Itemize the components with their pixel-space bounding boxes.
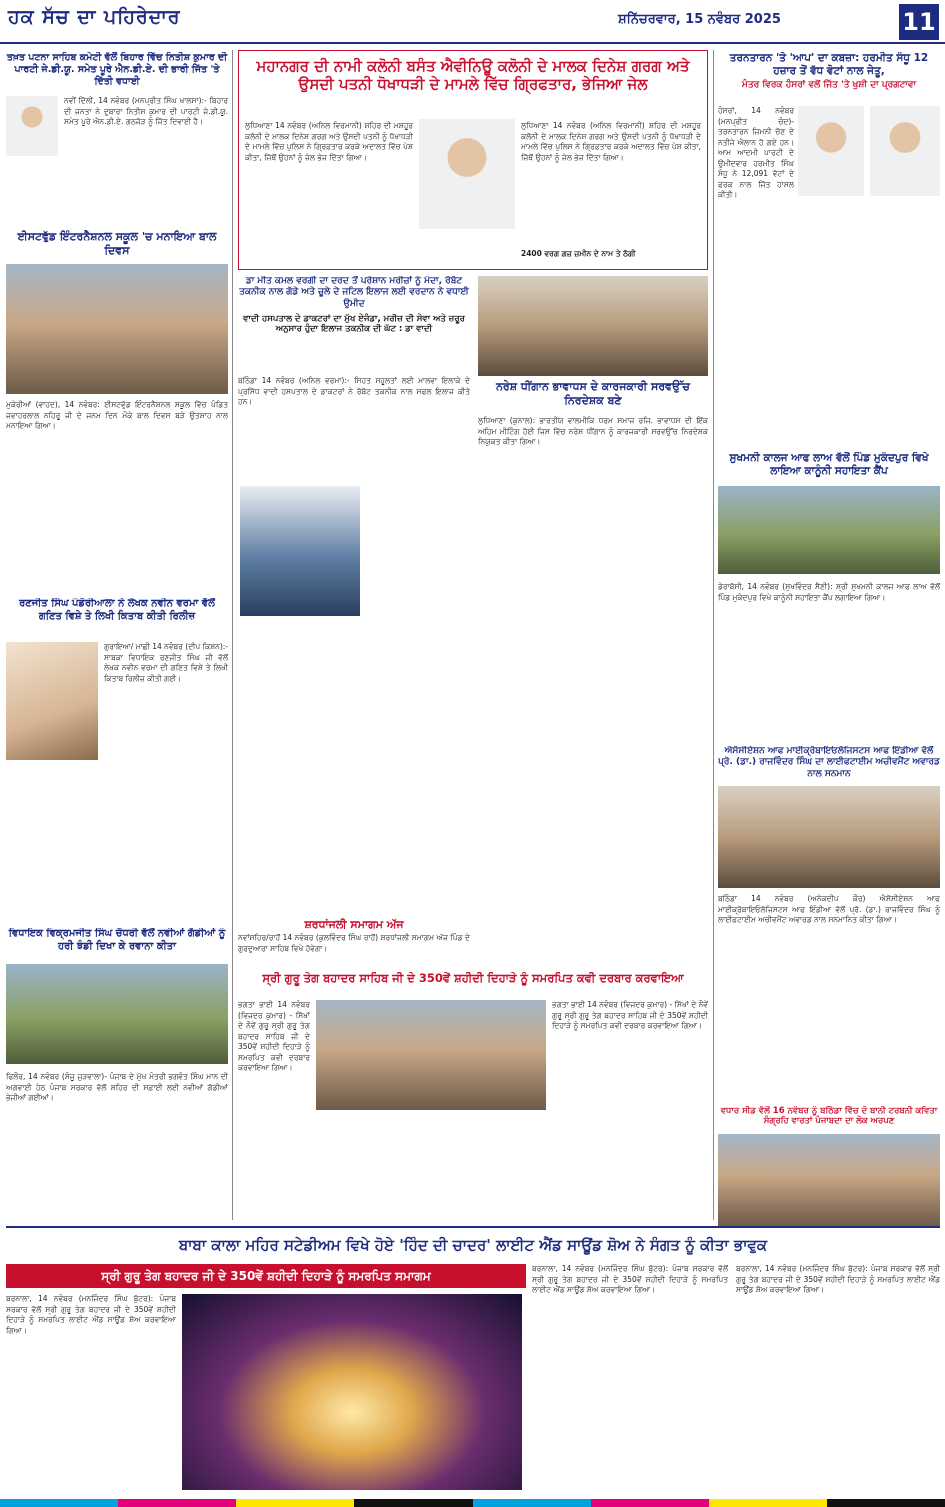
story-photo: [718, 1134, 940, 1226]
story-photo: [6, 964, 228, 1064]
story-left-bottom: [6, 928, 228, 1228]
story-body: ਫਿਲੌਰ, 14 ਨਵੰਬਰ (ਸੰਜੂ ਜੁੜਵਾਲਾ)- ਪੰਜਾਬ ਦੇ ਮੁੱਖ ਮੰਤਰੀ ਭਗਵੰਤ ਸਿੰਘ ਮਾਨ ਦੀ ਅਗਵਾਈ ਹੇਠ ਪੰਜਾਬ ਸਰਕਾਰ ਵੱਲੋਂ ਸ਼ਹਿਰ ਦੀ ਸਫ਼ਾਈ ਲਈ ਨਵੀਆਂ ਗੱਡੀਆਂ ਭੇਜੀਆਂ ਗਈਆਂ।: [6, 1072, 228, 1102]
story-subhead: ਵਾਦੀ ਹਸਪਤਾਲ ਦੇ ਡਾਕਟਰਾਂ ਦਾ ਮੁੱਖ ਏਜੰਡਾ, ਮਰੀਜ਼ ਦੀ ਸੇਵਾ ਅਤੇ ਜ਼ਰੂਰ ਅਨੁਸਾਰ ਹੁੰਦਾ ਇਲਾਜ ਤਕਨੀਕ ਦੀ ਘੱਟ : ਡਾ ਵਾਦੀ: [243, 313, 465, 335]
story-headline: ਨਰੇਸ਼ ਧੀਂਗਾਨ ਭਾਵਾਧਸ ਦੇ ਕਾਰਜਕਾਰੀ ਸਰਵਉੱਚ ਨਿਰਦੇਸ਼ਕ ਬਣੇ: [496, 380, 690, 407]
story-body: ਡੇਰਾਬੱਸੀ, 14 ਨਵੰਬਰ (ਸੁਖਵਿੰਦਰ ਸੈਣੀ): ਸ੍ਰੀ ਸੁਖਮਨੀ ਕਾਲਜ ਆਫ ਲਾਅ ਵੱਲੋਂ ਪਿੰਡ ਮੁਕੰਦਪੁਰ ਵਿਖੇ ਕਾਨੂੰਨੀ ਸਹਾਇਤਾ ਕੈਂਪ ਲਗਾਇਆ ਗਿਆ।: [718, 582, 940, 602]
masthead: [0, 0, 945, 44]
story-left-book: [6, 598, 228, 918]
story-right-mid: [718, 452, 940, 742]
section-banner: ਸ੍ਰੀ ਗੁਰੂ ਤੇਗ ਬਹਾਦਰ ਜੀ ਦੇ 350ਵੇਂ ਸ਼ਹੀਦੀ ਦਿਹਾੜੇ ਨੂੰ ਸਮਰਪਿਤ ਸਮਾਗਮ: [6, 1264, 526, 1288]
story-headline: ਡਾ ਮੀਤ ਕਮਲ ਵਰਗੀ ਦਾ ਦਰਦ ਤੋਂ ਪਰੇਸ਼ਾਨ ਮਰੀਜ਼ਾਂ ਨੂੰ ਮੰਦਾ, ਰੋਬੋਟ ਤਕਨੀਕ ਨਾਲ ਗੋਡੇ ਅਤੇ ਚੂਲੇ ਦੇ ਜਟਿਲ ਇਲਾਜ ਲਈ ਵਰਦਾਨ ਨੇ ਵਧਾਈ ਉਮੀਦ: [239, 276, 469, 309]
story-body: ਬਠਿੰਡਾ 14 ਨਵੰਬਰ (ਅਨਿਲ ਵਰਮਾ):- ਸਿਹਤ ਸਹੂਲਤਾਂ ਲਈ ਮਾਲਵਾ ਇਲਾਕੇ ਦੇ ਪ੍ਰਸਿੱਧ ਵਾਦੀ ਹਸਪਤਾਲ ਦੇ ਡਾਕਟਰਾਂ ਨੇ ਰੋਬੋਟ ਤਕਨੀਕ ਨਾਲ ਸਫਲ ਇਲਾਜ ਕੀਤੇ ਹਨ।: [238, 376, 470, 406]
section-divider: [6, 1226, 940, 1228]
story-body-continued: ਬਰਨਾਲਾ, 14 ਨਵੰਬਰ (ਮਨਜਿੰਦਰ ਸਿੰਘ ਬੁੱਟਰ): ਪੰਜਾਬ ਸਰਕਾਰ ਵੱਲੋਂ ਸ੍ਰੀ ਗੁਰੂ ਤੇਗ ਬਹਾਦਰ ਜੀ ਦੇ 350ਵੇਂ ਸ਼ਹੀਦੀ ਦਿਹਾੜੇ ਨੂੰ ਸਮਰਪਿਤ ਲਾਈਟ ਐਂਡ ਸਾਊਂਡ ਸ਼ੋਅ ਕਰਵਾਇਆ ਗਿਆ।: [736, 1264, 940, 1294]
story-photo: [316, 1000, 546, 1110]
story-subhead: ਮੰਤਰ ਵਿਰਕ ਹੰਸਰਾਂ ਵਲੋਂ ਜਿੱਤ 'ਤੇ ਖੁਸ਼ੀ ਦਾ ਪ੍ਰਗਟਾਵਾ: [741, 80, 917, 91]
story-headline: ਐਸੋਸੀਏਸ਼ਨ ਆਫ ਮਾਈਕ੍ਰੋਬਾਇਓਲੋਜਿਸਟਸ ਆਫ ਇੰਡੀਆ ਵੱਲੋਂ ਪ੍ਰੋ. (ਡਾ.) ਰਾਜਵਿੰਦਰ ਸਿੰਘ ਦਾ ਲਾਈਫਟਾਈਮ ਅਚੀਵਮੈਂਟ ਅਵਾਰਡ ਨਾਲ ਸਨਮਾਨ: [718, 746, 940, 779]
story-body: ਲੁਧਿਆਣਾ (ਕੁਨਾਲ): ਭਾਰਤੀਯ ਵਾਲਮੀਕਿ ਧਰਮ ਸਮਾਜ ਰਜਿ. ਭਾਵਾਧਸ ਦੀ ਇੱਕ ਅਹਿਮ ਮੀਟਿੰਗ ਹੋਈ ਜਿਸ ਵਿੱਚ ਨਰੇਸ਼ ਧੀਂਗਾਨ ਨੂੰ ਕਾਰਜਕਾਰੀ ਸਰਵਉੱਚ ਨਿਰਦੇਸ਼ਕ ਨਿਯੁਕਤ ਕੀਤਾ ਗਿਆ।: [478, 416, 708, 446]
story-headline: ਬਾਬਾ ਕਾਲਾ ਮਹਿਰ ਸਟੇਡੀਅਮ ਵਿਖੇ ਹੋਏ 'ਹਿੰਦ ਦੀ ਚਾਦਰ' ਲਾਈਟ ਐਂਡ ਸਾਊਂਡ ਸ਼ੋਅ ਨੇ ਸੰਗਤ ਨੂੰ ਕੀਤਾ ਭਾਵੁਕ: [178, 1236, 768, 1254]
story-photo: [478, 276, 708, 376]
story-photo: [240, 486, 360, 616]
story-body: ਬਠਿੰਡਾ 14 ਨਵੰਬਰ (ਅਨੇਕਦੀਪ ਕੌਰ) ਐਸੋਸੀਏਸ਼ਨ ਆਫ ਮਾਈਕ੍ਰੋਬਾਇਓਲੋਜਿਸਟਸ ਆਫ ਇੰਡੀਆ ਵੱਲੋਂ ਪ੍ਰੋ. (ਡਾ.) ਰਾਜਵਿੰਦਰ ਸਿੰਘ ਨੂੰ ਲਾਈਫਟਾਈਮ ਅਚੀਵਮੈਂਟ ਅਵਾਰਡ ਨਾਲ ਸਨਮਾਨਿਤ ਕੀਤਾ ਗਿਆ।: [718, 894, 940, 924]
story-body: ਨਵੀਂ ਦਿੱਲੀ, 14 ਨਵੰਬਰ (ਮਨਪ੍ਰੀਤ ਸਿੰਘ ਖਾਲਸਾ):- ਬਿਹਾਰ ਦੀ ਜਨਤਾ ਨੇ ਦੁਬਾਰਾ ਨਿਤੀਸ਼ ਕੁਮਾਰ ਦੀ ਪਾਰਟੀ ਜੇ.ਡੀ.ਯੂ. ਸਮੇਤ ਪੂਰੇ ਐਨ.ਡੀ.ਏ. ਗਠਜੋੜ ਨੂੰ ਜਿੱਤ ਦਿਵਾਈ ਹੈ।: [64, 96, 228, 126]
story-photo: [870, 106, 940, 196]
story-headline: ਤਖ਼ਤ ਪਟਨਾ ਸਾਹਿਬ ਕਮੇਟੀ ਵੱਲੋਂ ਬਿਹਾਰ ਵਿੱਚ ਨਿਤੀਸ਼ ਕੁਮਾਰ ਦੀ ਪਾਰਟੀ ਜੇ.ਡੀ.ਯੂ. ਸਮੇਤ ਪੂਰੇ ਐਨ.ਡੀ.ਏ. ਦੀ ਭਾਰੀ ਜਿੱਤ 'ਤੇ ਦਿੱਤੀ ਵਧਾਈ: [6, 52, 228, 87]
story-headline: ਈਸਟਵੁੱਡ ਇੰਟਰਨੈਸ਼ਨਲ ਸਕੂਲ 'ਚ ਮਨਾਇਆ ਬਾਲ ਦਿਵਸ: [17, 230, 217, 257]
story-footer: 2400 ਵਰਗ ਗਜ਼ ਜ਼ਮੀਨ ਦੇ ਨਾਮ ਤੇ ਠੱਗੀ: [521, 249, 636, 258]
newspaper-title: ਹਕ ਸੱਚ ਦਾ ਪਹਿਰੇਦਾਰ: [8, 6, 181, 28]
story-body: ਨਵਾਂਸ਼ਹਿਰ/ਰਾਹੋਂ 14 ਨਵੰਬਰ (ਕੁਲਵਿੰਦਰ ਸਿੰਘ ਰਾਹੋਂ) ਸ਼ਰਧਾਂਜਲੀ ਸਮਾਗਮ ਅੱਜ ਪਿੰਡ ਦੇ ਗੁਰਦੁਆਰਾ ਸਾਹਿਬ ਵਿਖੇ ਹੋਵੇਗਾ।: [238, 933, 470, 953]
story-right-bottom: [718, 1106, 940, 1226]
story-left-mid: [6, 230, 228, 590]
story-headline: ਰਣਜੀਤ ਸਿੰਘ ਪੰਡੋਰੀਆਲਾ ਨੇ ਲੇਖਕ ਨਵੀਨ ਵਰਮਾ ਵੱਲੋਂ ਗਣਿਤ ਵਿਸ਼ੇ ਤੇ ਲਿਖੀ ਕਿਤਾਬ ਕੀਤੀ ਰਿਲੀਜ਼: [19, 598, 215, 622]
story-body-continued: ਲੁਧਿਆਣਾ 14 ਨਵੰਬਰ (ਅਨਿਲ ਵਿਰਮਾਨੀ) ਸ਼ਹਿਰ ਦੀ ਮਸ਼ਹੂਰ ਕਲੋਨੀ ਦੇ ਮਾਲਕ ਦਿਨੇਸ਼ ਗਰਗ ਅਤੇ ਉਸਦੀ ਪਤਨੀ ਨੂੰ ਧੋਖਾਧੜੀ ਦੇ ਮਾਮਲੇ ਵਿੱਚ ਪੁਲਿਸ ਨੇ ਗ੍ਰਿਫ਼ਤਾਰ ਕਰਕੇ ਅਦਾਲਤ ਵਿੱਚ ਪੇਸ਼ ਕੀਤਾ, ਜਿੱਥੋਂ ਉਹਨਾਂ ਨੂੰ ਜੇਲ ਭੇਜ ਦਿੱਤਾ ਗਿਆ।: [521, 121, 701, 162]
story-right-top: [718, 52, 940, 450]
story-photo: [718, 486, 940, 574]
page-number: 11: [899, 4, 939, 40]
story-headline: ਤਰਨਤਾਰਨ 'ਤੇ 'ਆਪ' ਦਾ ਕਬਜ਼ਾ: ਹਰਮੀਤ ਸੰਧੂ 12 ਹਜ਼ਾਰ ਤੋਂ ਵੱਧ ਵੋਟਾਂ ਨਾਲ ਜੇਤੂ,: [729, 52, 929, 78]
story-headline: ਸ਼ਰਧਾਂਜਲੀ ਸਮਾਗਮ ਅੱਜ: [304, 918, 404, 931]
story-body-continued: ਭਗਤਾ ਭਾਈ 14 ਨਵੰਬਰ (ਵਿਜਦਰ ਕੁਮਾਰ) - ਸਿੱਖਾਂ ਦੇ ਨੌਵੇਂ ਗੁਰੂ ਸ੍ਰੀ ਗੁਰੂ ਤੇਗ ਬਹਾਦਰ ਸਾਹਿਬ ਜੀ ਦੇ 350ਵੇਂ ਸ਼ਹੀਦੀ ਦਿਹਾੜੇ ਨੂੰ ਸਮਰਪਿਤ ਕਵੀ ਦਰਬਾਰ ਕਰਵਾਇਆ ਗਿਆ।: [552, 1000, 708, 1030]
story-photo: [6, 642, 98, 760]
story-body-continued: ਬਰਨਾਲਾ, 14 ਨਵੰਬਰ (ਮਨਜਿੰਦਰ ਸਿੰਘ ਬੁੱਟਰ): ਪੰਜਾਬ ਸਰਕਾਰ ਵੱਲੋਂ ਸ੍ਰੀ ਗੁਰੂ ਤੇਗ ਬਹਾਦਰ ਜੀ ਦੇ 350ਵੇਂ ਸ਼ਹੀਦੀ ਦਿਹਾੜੇ ਨੂੰ ਸਮਰਪਿਤ ਲਾਈਟ ਐਂਡ ਸਾਊਂਡ ਸ਼ੋਅ ਕਰਵਾਇਆ ਗਿਆ।: [532, 1264, 728, 1294]
cmyk-registration-strip: [0, 1499, 945, 1507]
story-right-award: [718, 746, 940, 1098]
story-bottom: [6, 1230, 940, 1498]
story-headline: ਵਿਧਾਇਕ ਵਿਕ੍ਰਮਜੀਤ ਸਿੰਘ ਚੌਧਰੀ ਵੱਲੋਂ ਨਵੀਆਂ ਗੱਡੀਆਂ ਨੂੰ ਹਰੀ ਝੰਡੀ ਦਿਖਾ ਕੇ ਰਵਾਨਾ ਕੀਤਾ: [8, 928, 226, 952]
story-body: ਮੁਕੇਰੀਆਂ (ਵਾਹਦ), 14 ਨਵੰਬਰ: ਈਸਟਵੁੱਡ ਇੰਟਰਨੈਸ਼ਨਲ ਸਕੂਲ ਵਿੱਚ ਪੰਡਿਤ ਜਵਾਹਰਲਾਲ ਨਹਿਰੂ ਜੀ ਦੇ ਜਨਮ ਦਿਨ ਮੌਕੇ ਬਾਲ ਦਿਵਸ ਬੜੇ ਉਤਸ਼ਾਹ ਨਾਲ ਮਨਾਇਆ ਗਿਆ।: [6, 400, 228, 430]
story-body: ਭਗਤਾ ਭਾਈ 14 ਨਵੰਬਰ (ਵਿਜਦਰ ਕੁਮਾਰ) - ਸਿੱਖਾਂ ਦੇ ਨੌਵੇਂ ਗੁਰੂ ਸ੍ਰੀ ਗੁਰੂ ਤੇਗ ਬਹਾਦਰ ਸਾਹਿਬ ਜੀ ਦੇ 350ਵੇਂ ਸ਼ਹੀਦੀ ਦਿਹਾੜੇ ਨੂੰ ਸਮਰਪਿਤ ਕਵੀ ਦਰਬਾਰ ਕਰਵਾਇਆ ਗਿਆ।: [238, 1000, 310, 1072]
story-photo: [6, 96, 58, 156]
story-body: ਲੁਧਿਆਣਾ 14 ਨਵੰਬਰ (ਅਨਿਲ ਵਿਰਮਾਨੀ) ਸ਼ਹਿਰ ਦੀ ਮਸ਼ਹੂਰ ਕਲੋਨੀ ਦੇ ਮਾਲਕ ਦਿਨੇਸ਼ ਗਰਗ ਅਤੇ ਉਸਦੀ ਪਤਨੀ ਨੂੰ ਧੋਖਾਧੜੀ ਦੇ ਮਾਮਲੇ ਵਿੱਚ ਪੁਲਿਸ ਨੇ ਗ੍ਰਿਫ਼ਤਾਰ ਕਰਕੇ ਅਦਾਲਤ ਵਿੱਚ ਪੇਸ਼ ਕੀਤਾ, ਜਿੱਥੋਂ ਉਹਨਾਂ ਨੂੰ ਜੇਲ ਭੇਜ ਦਿੱਤਾ ਗਿਆ।: [245, 121, 413, 162]
column-divider: [713, 50, 714, 1220]
story-tribute: [238, 918, 470, 970]
story-lead: [238, 50, 708, 270]
story-kavi-darbar: [238, 972, 708, 1222]
story-left-top: [6, 52, 228, 222]
issue-date: ਸ਼ਨਿੱਚਰਵਾਰ, 15 ਨਵੰਬਰ 2025: [618, 12, 781, 27]
story-body: ਬਰਨਾਲਾ, 14 ਨਵੰਬਰ (ਮਨਜਿੰਦਰ ਸਿੰਘ ਬੁੱਟਰ): ਪੰਜਾਬ ਸਰਕਾਰ ਵੱਲੋਂ ਸ੍ਰੀ ਗੁਰੂ ਤੇਗ ਬਹਾਦਰ ਜੀ ਦੇ 350ਵੇਂ ਸ਼ਹੀਦੀ ਦਿਹਾੜੇ ਨੂੰ ਸਮਰਪਿਤ ਲਾਈਟ ਐਂਡ ਸਾਊਂਡ ਸ਼ੋਅ ਕਰਵਾਇਆ ਗਿਆ।: [6, 1294, 176, 1335]
story-health: [238, 276, 470, 916]
column-divider: [232, 50, 233, 1220]
story-photo: [6, 264, 228, 394]
story-photo: [182, 1294, 522, 1490]
story-headline: ਸ੍ਰੀ ਗੁਰੂ ਤੇਗ ਬਹਾਦਰ ਸਾਹਿਬ ਜੀ ਦੇ 350ਵੇਂ ਸ਼ਹੀਦੀ ਦਿਹਾੜੇ ਨੂੰ ਸਮਰਪਿਤ ਕਵੀ ਦਰਬਾਰ ਕਰਵਾਇਆ: [262, 972, 684, 985]
story-body: ਗੁਰਾਇਆ/ ਮਾਛੀ 14 ਨਵੰਬਰ (ਦੀਪ ਕਿਸ਼ਨ):- ਸਾਬਕਾ ਵਿਧਾਇਕ ਰਣਜੀਤ ਸਿੰਘ ਜੀ ਵੱਲੋਂ ਲੇਖਕ ਨਵੀਨ ਵਰਮਾ ਦੀ ਗਣਿਤ ਵਿਸ਼ੇ ਤੇ ਲਿਖੀ ਕਿਤਾਬ ਰਿਲੀਜ਼ ਕੀਤੀ ਗਈ।: [104, 642, 228, 683]
story-naresh: [478, 276, 708, 966]
story-photo: [718, 786, 940, 888]
story-headline: ਸੁਖਮਨੀ ਕਾਲਜ ਆਫ ਲਾਅ ਵੱਲੋਂ ਪਿੰਡ ਮੁਕੰਦਪੁਰ ਵਿਖੇ ਲਾਇਆ ਕਾਨੂੰਨੀ ਸਹਾਇਤਾ ਕੈਂਪ: [729, 452, 929, 478]
story-headline: ਵਧਾਰ ਸੀਡ ਵੱਲੋਂ 16 ਨਵੰਬਰ ਨੂੰ ਬਠਿੰਡਾ ਵਿੱਚ ਦੋ ਬਾਨੀ ਟਰਬਨੀ ਕਵਿਤਾ ਸੰਗ੍ਰਹਿ ਵਾਰਤਾਂ ਪੰਜਾਬਦਾ ਦਾ ਲੋਕ ਅਰਪਣ: [720, 1106, 938, 1127]
story-body: ਹੰਸਰਾਂ, 14 ਨਵੰਬਰ (ਮਨਪ੍ਰੀਤ ਚੰਦ)- ਤਰਨਤਾਰਨ ਜ਼ਿਮਨੀ ਚੋਣ ਦੇ ਨਤੀਜੇ ਐਲਾਨ ਹੋ ਗਏ ਹਨ। ਆਮ ਆਦਮੀ ਪਾਰਟੀ ਦੇ ਉਮੀਦਵਾਰ ਹਰਮੀਤ ਸਿੰਘ ਸੰਧੂ ਨੇ 12,091 ਵੋਟਾਂ ਦੇ ਫਰਕ ਨਾਲ ਜਿੱਤ ਹਾਸਲ ਕੀਤੀ।: [718, 106, 794, 199]
story-photo: [419, 119, 515, 229]
story-photo: [798, 106, 864, 196]
story-headline: ਮਹਾਨਗਰ ਦੀ ਨਾਮੀ ਕਲੋਨੀ ਬਸੰਤ ਐਵੀਨਿਊ ਕਲੋਨੀ ਦੇ ਮਾਲਕ ਦਿਨੇਸ਼ ਗਰਗ ਅਤੇ ਉਸਦੀ ਪਤਨੀ ਧੋਖਾਧੜੀ ਦੇ ਮਾਮਲੇ ਵਿੱਚ ਗ੍ਰਿਫਤਾਰ, ਭੇਜਿਆ ਜੇਲ: [256, 57, 690, 93]
